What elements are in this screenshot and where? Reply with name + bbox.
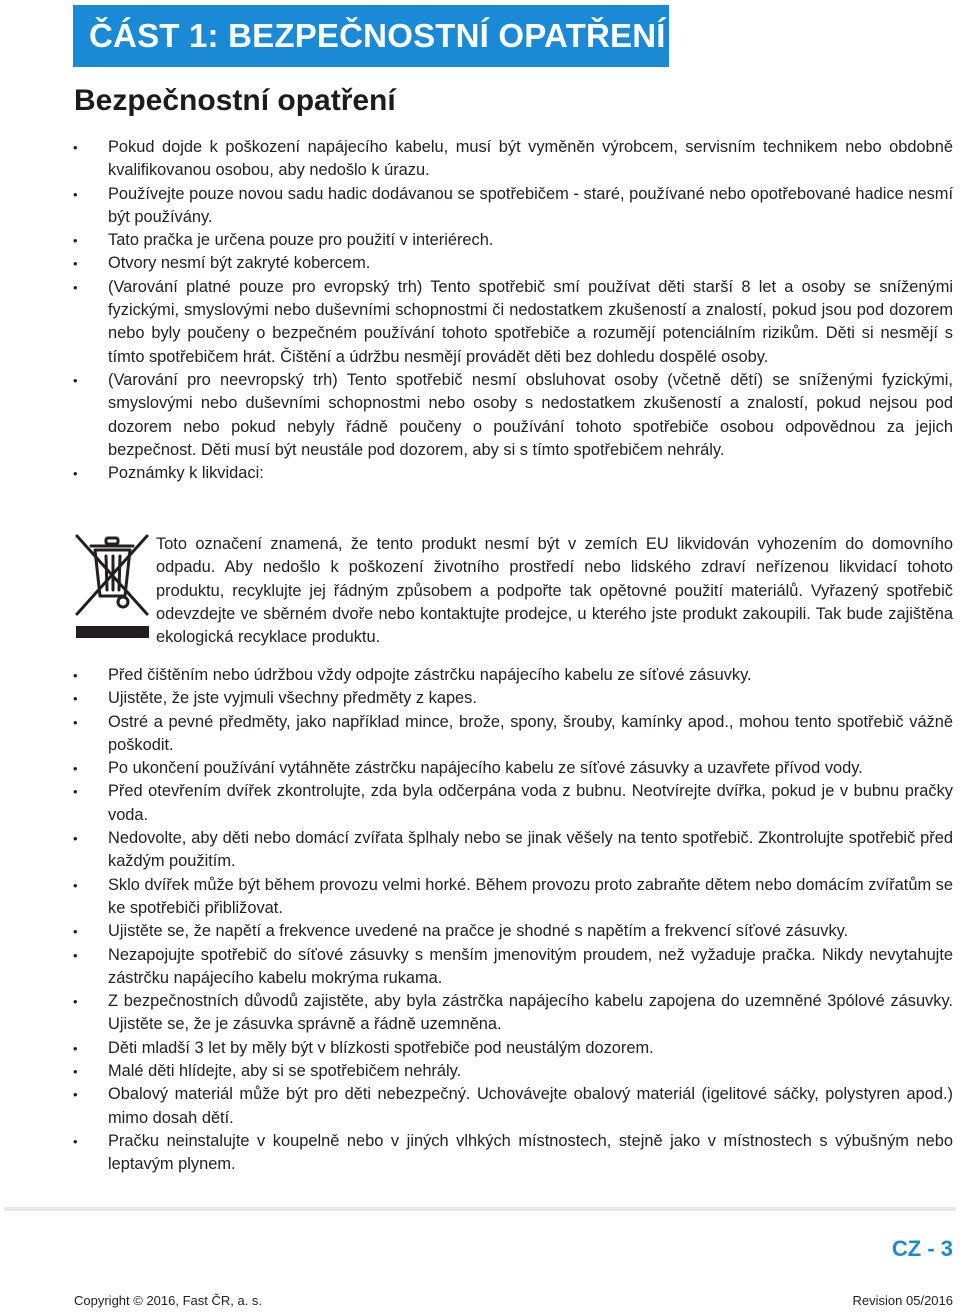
footer-divider <box>4 1207 956 1211</box>
list-item: • Poznámky k likvidaci: <box>73 462 953 485</box>
list-item: • Ujistěte, že jste vyjmuli všechny předměty z kapes. <box>73 687 953 710</box>
list-item: • Z bezpečnostních důvodů zajistěte, aby byla zástrčka napájecího kabelu zapojena do uzemněné 3pólové zásuvky. Ujistěte se, že je zásuvka správně a řádně uzemněna. <box>73 990 953 1037</box>
page-title: Bezpečnostní opatření <box>74 84 396 117</box>
list-item: • Nezapojujte spotřebič do síťové zásuvky s menším jmenovitým proudem, než vyžaduje pračka. Nikdy nevytahujte zástrčku napájecího kabelu mokrýma rukama. <box>73 944 953 991</box>
revision: Revision 05/2016 <box>852 1293 953 1308</box>
list-item: • Nedovolte, aby děti nebo domácí zvířata šplhaly nebo se jinak věšely na tento spotřebič. Zkontrolujte spotřebič před každým použitím. <box>73 827 953 874</box>
list-item: • Po ukončení používání vytáhněte zástrčku napájecího kabelu ze síťové zásuvky a uzavřete přívod vody. <box>73 757 953 780</box>
list-item: • Ostré a pevné předměty, jako například mince, brože, spony, šrouby, kamínky apod., mohou tento spotřebič vážně poškodit. <box>73 711 953 758</box>
list-item: • Pračku neinstalujte v koupelně nebo v jiných vlhkých místnostech, stejně jako v místnostech s výbušným nebo leptavým plynem. <box>73 1130 953 1177</box>
copyright: Copyright © 2016, Fast ČR, a. s. <box>74 1293 263 1308</box>
list-item: • Ujistěte se, že napětí a frekvence uvedené na pračce je shodné s napětím a frekvencí síťové zásuvky. <box>73 920 953 943</box>
page-number: CZ - 3 <box>891 1236 953 1261</box>
list-item: • Sklo dvířek může být během provozu velmi horké. Během provozu proto zabraňte dětem nebo domácím zvířatům se ke spotřebiči přibližovat. <box>73 874 953 921</box>
list-item: • Otvory nesmí být zakryté kobercem. <box>73 252 953 275</box>
list-item: • Pokud dojde k poškození napájecího kabelu, musí být vyměněn výrobcem, servisním technikem nebo obdobně kvalifikovanou osobou, aby nedošlo k úrazu. <box>73 136 953 183</box>
section-banner: ČÁST 1: BEZPEČNOSTNÍ OPATŘENÍ <box>73 5 669 67</box>
safety-list-general <box>73 136 953 485</box>
safety-list-operation <box>73 664 953 1177</box>
crossed-out-wheelie-bin-icon <box>73 530 153 642</box>
list-item: • Malé děti hlídejte, aby si se spotřebičem nehrály. <box>73 1060 953 1083</box>
list-item: • Obalový materiál může být pro děti nebezpečný. Uchovávejte obalový materiál (igelitové sáčky, polystyren apod.) mimo dosah dětí. <box>73 1083 953 1130</box>
list-item: • (Varování platné pouze pro evropský trh) Tento spotřebič smí používat děti starší 8 let a osoby se sníženými fyzickými, smyslovými nebo duševními schopnostmi či nedostatkem zkušeností a znalostí, pokud jsou pod dozorem nebo byly poučeny o bezpečném používání tohoto spotřebiče a rozumějí potenciálním rizikům. Děti si nesmějí s tímto spotřebičem hrát. Čištění a údržbu nesmějí provádět děti bez dohledu dospělé osoby. <box>73 276 953 369</box>
list-item: • Před otevřením dvířek zkontrolujte, zda byla odčerpána voda z bubnu. Neotvírejte dvířka, pokud je v bubnu pračky voda. <box>73 780 953 827</box>
list-item: • Před čištěním nebo údržbou vždy odpojte zástrčku napájecího kabelu ze síťové zásuvky. <box>73 664 953 687</box>
disposal-notice: Toto označení znamená, že tento produkt nesmí být v zemích EU likvidován vyhozením do domovního odpadu. Aby nedošlo k poškození životního prostředí nebo lidského zdraví neřízenou likvidací tohoto produktu, recyklujte jej řádným způsobem a podpořte tak opětovné použití materiálů. Vyřazený spotřebič odevzdejte ve sběrném dvoře nebo kontaktujte prodejce, u kterého jste produkt zakoupili. Tak bude zajištěna ekologická recyklace produktu. <box>156 535 953 647</box>
list-item: • Tato pračka je určena pouze pro použití v interiérech. <box>73 229 953 252</box>
list-item: • Děti mladší 3 let by měly být v blízkosti spotřebiče pod neustálým dozorem. <box>73 1037 953 1060</box>
list-item: • Používejte pouze novou sadu hadic dodávanou se spotřebičem - staré, používané nebo opotřebované hadice nesmí být používány. <box>73 183 953 230</box>
list-item: • (Varování pro neevropský trh) Tento spotřebič nesmí obsluhovat osoby (včetně dětí) se sníženými fyzickými, smyslovými nebo duševními schopnostmi nebo osoby s nedostatkem zkušeností a znalostí, pokud nejsou pod dozorem nebo pokud nebyly řádně poučeny o používání tohoto spotřebiče osobou odpovědnou za jejich bezpečnost. Děti musí být neustále pod dozorem, aby si s tímto spotřebičem nehrály. <box>73 369 953 462</box>
